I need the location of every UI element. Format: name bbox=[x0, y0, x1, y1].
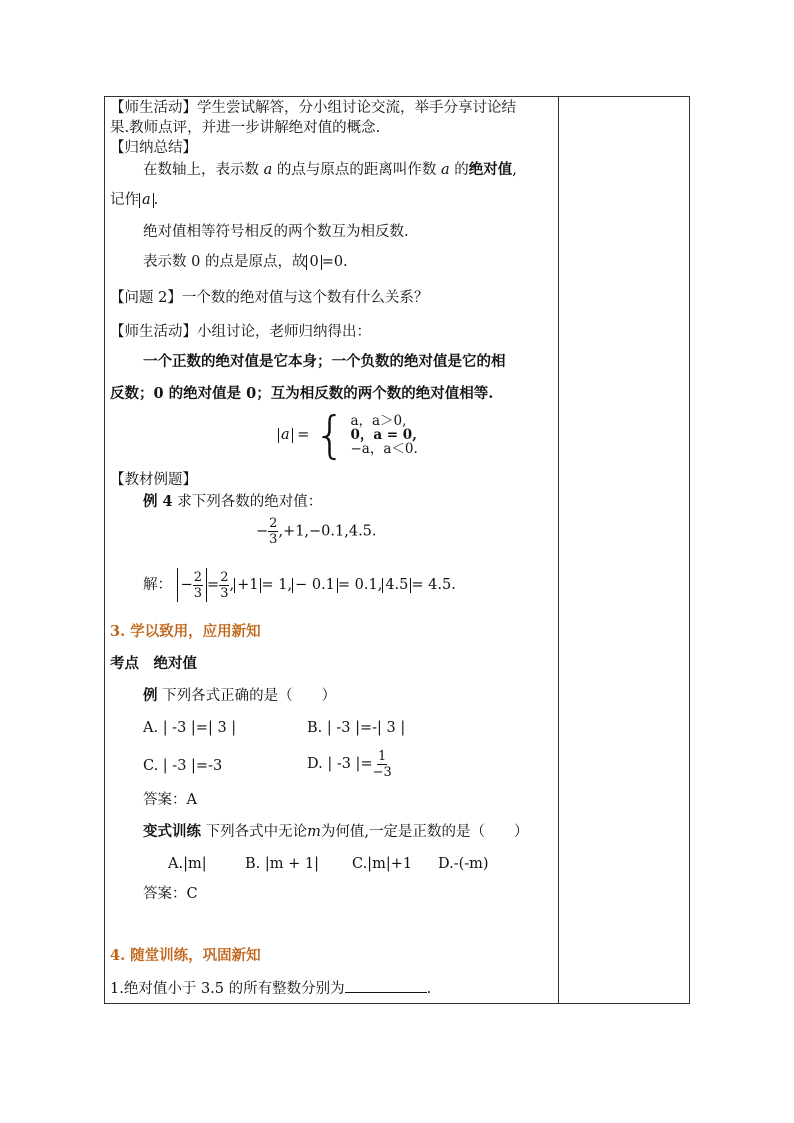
variant-option-a: A.|m| bbox=[168, 856, 207, 872]
definition-line-2: 记作 a . bbox=[110, 192, 159, 208]
section-4-heading: 4. 随堂训练，巩固新知 bbox=[110, 947, 261, 964]
key-point: 考点 绝对值 bbox=[110, 655, 197, 672]
option-a: A. | -3 |=| 3 | bbox=[143, 720, 237, 736]
variant-option-c: C.|m|+1 bbox=[352, 856, 413, 872]
opposite-numbers-line: 绝对值相等符号相反的两个数互为相反数. bbox=[143, 224, 409, 240]
variant-option-d: D.-(-m) bbox=[438, 856, 489, 872]
solution: 解： − $\frac{2}{3}$ = $\frac{2}{3}$ , +1 = 1, − 0.1 = 0.1, 4.5 = 4.5. bbox=[143, 569, 456, 601]
summary-heading: 【归纳总结】 bbox=[110, 140, 197, 156]
example-question: 例 下列各式正确的是（ ） bbox=[143, 687, 337, 704]
piecewise-formula: a = { a，a＞0, 0，a = 0, −a，a＜0. bbox=[278, 410, 418, 460]
activity-line-2: 果.教师点评，并进一步讲解绝对值的概念. bbox=[110, 120, 381, 136]
answer-1: 答案：A bbox=[143, 792, 197, 808]
activity-2: 【师生活动】小组讨论，老师归纳得出： bbox=[110, 324, 371, 340]
option-c: C. | -3 |=-3 bbox=[143, 758, 223, 774]
abs-a: a bbox=[139, 193, 154, 208]
option-d: D. | -3 |= $\frac{1}{-3}$ bbox=[307, 748, 392, 780]
variant-option-b: B. |m + 1| bbox=[245, 856, 319, 872]
conclusion-line-2: 反数；0 的绝对值是 0；互为相反数的两个数的绝对值相等. bbox=[110, 385, 494, 402]
activity-line-1: 【师生活动】学生尝试解答，分小组讨论交流，举手分享讨论结 bbox=[110, 100, 516, 116]
answer-2: 答案：C bbox=[143, 886, 198, 902]
definition-line-1: 在数轴上，表示数 a 的点与原点的距离叫作数 a 的绝对值, bbox=[143, 161, 517, 178]
zero-line: 表示数 0 的点是原点，故 0 =0. bbox=[143, 254, 348, 270]
answer-blank[interactable] bbox=[345, 978, 427, 993]
example-4: 例 4 求下列各数的绝对值： bbox=[143, 493, 323, 510]
option-b: B. | -3 |=-| 3 | bbox=[307, 720, 406, 736]
conclusion-line-1: 一个正数的绝对值是它本身；一个负数的绝对值是它的相 bbox=[143, 353, 506, 370]
example-4-numbers: − $\frac{2}{3}$ ,+1,−0.1,4.5. bbox=[256, 516, 377, 547]
practice-question-1: 1.绝对值小于 3.5 的所有整数分别为 . bbox=[110, 978, 431, 999]
textbook-example-heading: 【教材例题】 bbox=[110, 472, 197, 488]
column-divider bbox=[558, 96, 559, 1004]
question-2: 【问题 2】一个数的绝对值与这个数有什么关系？ bbox=[110, 290, 429, 306]
variant-exercise: 变式训练 下列各式中无论m为何值,一定是正数的是（ ） bbox=[143, 823, 529, 840]
section-3-heading: 3. 学以致用，应用新知 bbox=[110, 623, 261, 640]
